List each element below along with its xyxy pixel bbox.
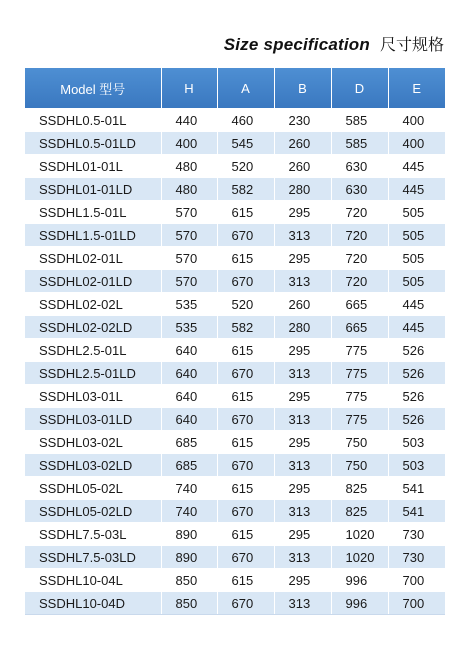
cell-a: 520 xyxy=(217,293,274,316)
cell-model: SSDHL03-02L xyxy=(25,431,161,454)
cell-d: 720 xyxy=(331,270,388,293)
cell-model: SSDHL10-04D xyxy=(25,592,161,615)
header-row xyxy=(25,68,445,109)
cell-a: 670 xyxy=(217,270,274,293)
cell-a: 545 xyxy=(217,132,274,155)
cell-h: 850 xyxy=(161,592,217,615)
cell-model: SSDHL05-02L xyxy=(25,477,161,500)
cell-model: SSDHL03-01LD xyxy=(25,408,161,431)
cell-d: 996 xyxy=(331,569,388,592)
table-row xyxy=(25,339,445,362)
cell-h: 640 xyxy=(161,339,217,362)
cell-h: 570 xyxy=(161,224,217,247)
cell-b: 313 xyxy=(274,454,331,477)
cell-e: 700 xyxy=(388,592,445,615)
cell-e: 445 xyxy=(388,293,445,316)
cell-b: 295 xyxy=(274,339,331,362)
cell-e: 445 xyxy=(388,178,445,201)
cell-a: 670 xyxy=(217,224,274,247)
cell-model: SSDHL03-01L xyxy=(25,385,161,408)
cell-d: 585 xyxy=(331,132,388,155)
cell-d: 775 xyxy=(331,385,388,408)
cell-d: 720 xyxy=(331,201,388,224)
table-row xyxy=(25,408,445,431)
cell-h: 480 xyxy=(161,155,217,178)
cell-h: 640 xyxy=(161,362,217,385)
cell-h: 685 xyxy=(161,454,217,477)
cell-d: 720 xyxy=(331,224,388,247)
cell-e: 526 xyxy=(388,408,445,431)
cell-model: SSDHL02-01L xyxy=(25,247,161,270)
cell-b: 313 xyxy=(274,592,331,615)
cell-model: SSDHL10-04L xyxy=(25,569,161,592)
cell-a: 615 xyxy=(217,477,274,500)
cell-a: 615 xyxy=(217,201,274,224)
table-row xyxy=(25,270,445,293)
cell-b: 313 xyxy=(274,224,331,247)
cell-a: 670 xyxy=(217,500,274,523)
cell-model: SSDHL7.5-03L xyxy=(25,523,161,546)
cell-a: 460 xyxy=(217,109,274,132)
cell-d: 585 xyxy=(331,109,388,132)
cell-model: SSDHL2.5-01LD xyxy=(25,362,161,385)
cell-a: 582 xyxy=(217,316,274,339)
header-b: B xyxy=(274,68,331,109)
table-row xyxy=(25,362,445,385)
table-row xyxy=(25,477,445,500)
cell-h: 535 xyxy=(161,316,217,339)
cell-e: 505 xyxy=(388,270,445,293)
cell-h: 440 xyxy=(161,109,217,132)
page-title xyxy=(224,32,444,55)
cell-d: 665 xyxy=(331,316,388,339)
table-row xyxy=(25,247,445,270)
cell-h: 400 xyxy=(161,132,217,155)
title-chinese: 尺寸规格 xyxy=(379,35,444,54)
cell-model: SSDHL1.5-01LD xyxy=(25,224,161,247)
table-row xyxy=(25,132,445,155)
cell-b: 295 xyxy=(274,477,331,500)
table-row xyxy=(25,592,445,615)
cell-model: SSDHL0.5-01L xyxy=(25,109,161,132)
cell-e: 445 xyxy=(388,155,445,178)
cell-e: 503 xyxy=(388,431,445,454)
cell-e: 445 xyxy=(388,316,445,339)
cell-model: SSDHL02-02LD xyxy=(25,316,161,339)
cell-h: 890 xyxy=(161,546,217,569)
table-row xyxy=(25,316,445,339)
cell-a: 615 xyxy=(217,523,274,546)
cell-a: 615 xyxy=(217,339,274,362)
cell-b: 313 xyxy=(274,546,331,569)
size-spec-table xyxy=(25,68,445,615)
header-e: E xyxy=(388,68,445,109)
cell-h: 535 xyxy=(161,293,217,316)
cell-a: 670 xyxy=(217,454,274,477)
cell-b: 313 xyxy=(274,362,331,385)
cell-b: 295 xyxy=(274,569,331,592)
cell-h: 685 xyxy=(161,431,217,454)
cell-b: 280 xyxy=(274,316,331,339)
table-row xyxy=(25,224,445,247)
cell-model: SSDHL01-01LD xyxy=(25,178,161,201)
cell-d: 750 xyxy=(331,431,388,454)
cell-e: 526 xyxy=(388,385,445,408)
cell-h: 740 xyxy=(161,500,217,523)
cell-model: SSDHL03-02LD xyxy=(25,454,161,477)
cell-e: 541 xyxy=(388,500,445,523)
cell-model: SSDHL2.5-01L xyxy=(25,339,161,362)
cell-model: SSDHL7.5-03LD xyxy=(25,546,161,569)
cell-e: 730 xyxy=(388,523,445,546)
cell-b: 295 xyxy=(274,385,331,408)
cell-d: 775 xyxy=(331,408,388,431)
cell-d: 630 xyxy=(331,178,388,201)
cell-b: 313 xyxy=(274,270,331,293)
table-row xyxy=(25,385,445,408)
cell-model: SSDHL1.5-01L xyxy=(25,201,161,224)
cell-e: 526 xyxy=(388,362,445,385)
title-english: Size specification xyxy=(223,35,370,54)
cell-e: 541 xyxy=(388,477,445,500)
table-row xyxy=(25,109,445,132)
cell-b: 280 xyxy=(274,178,331,201)
cell-b: 313 xyxy=(274,408,331,431)
cell-a: 615 xyxy=(217,247,274,270)
cell-d: 825 xyxy=(331,500,388,523)
table-body xyxy=(25,109,445,615)
cell-d: 665 xyxy=(331,293,388,316)
cell-b: 295 xyxy=(274,523,331,546)
header-d: D xyxy=(331,68,388,109)
cell-b: 295 xyxy=(274,247,331,270)
cell-b: 260 xyxy=(274,293,331,316)
cell-e: 505 xyxy=(388,201,445,224)
cell-d: 1020 xyxy=(331,523,388,546)
cell-d: 750 xyxy=(331,454,388,477)
header-a: A xyxy=(217,68,274,109)
cell-a: 670 xyxy=(217,408,274,431)
cell-a: 582 xyxy=(217,178,274,201)
table-row xyxy=(25,546,445,569)
table-row xyxy=(25,500,445,523)
cell-b: 260 xyxy=(274,132,331,155)
cell-b: 260 xyxy=(274,155,331,178)
cell-h: 570 xyxy=(161,247,217,270)
cell-e: 700 xyxy=(388,569,445,592)
cell-e: 503 xyxy=(388,454,445,477)
table-row xyxy=(25,293,445,316)
cell-model: SSDHL05-02LD xyxy=(25,500,161,523)
table-row xyxy=(25,201,445,224)
cell-model: SSDHL02-02L xyxy=(25,293,161,316)
cell-d: 996 xyxy=(331,592,388,615)
cell-e: 730 xyxy=(388,546,445,569)
header-h: H xyxy=(161,68,217,109)
cell-a: 615 xyxy=(217,431,274,454)
cell-h: 480 xyxy=(161,178,217,201)
table-row xyxy=(25,569,445,592)
cell-a: 520 xyxy=(217,155,274,178)
cell-a: 615 xyxy=(217,385,274,408)
cell-h: 570 xyxy=(161,201,217,224)
cell-h: 570 xyxy=(161,270,217,293)
cell-model: SSDHL0.5-01LD xyxy=(25,132,161,155)
cell-b: 295 xyxy=(274,201,331,224)
cell-a: 670 xyxy=(217,592,274,615)
cell-d: 775 xyxy=(331,339,388,362)
cell-d: 1020 xyxy=(331,546,388,569)
cell-d: 825 xyxy=(331,477,388,500)
cell-e: 526 xyxy=(388,339,445,362)
cell-model: SSDHL02-01LD xyxy=(25,270,161,293)
table-row xyxy=(25,431,445,454)
cell-e: 400 xyxy=(388,109,445,132)
cell-model: SSDHL01-01L xyxy=(25,155,161,178)
cell-h: 850 xyxy=(161,569,217,592)
cell-h: 740 xyxy=(161,477,217,500)
table-header xyxy=(25,68,445,109)
cell-h: 640 xyxy=(161,385,217,408)
cell-h: 890 xyxy=(161,523,217,546)
table-row xyxy=(25,523,445,546)
cell-a: 670 xyxy=(217,546,274,569)
cell-d: 630 xyxy=(331,155,388,178)
cell-d: 720 xyxy=(331,247,388,270)
table-row xyxy=(25,454,445,477)
table-row xyxy=(25,155,445,178)
cell-e: 505 xyxy=(388,247,445,270)
cell-a: 670 xyxy=(217,362,274,385)
cell-d: 775 xyxy=(331,362,388,385)
cell-b: 230 xyxy=(274,109,331,132)
cell-b: 295 xyxy=(274,431,331,454)
header-model: Model 型号 xyxy=(25,68,161,109)
cell-a: 615 xyxy=(217,569,274,592)
cell-e: 505 xyxy=(388,224,445,247)
cell-b: 313 xyxy=(274,500,331,523)
table-row xyxy=(25,178,445,201)
cell-h: 640 xyxy=(161,408,217,431)
cell-e: 400 xyxy=(388,132,445,155)
